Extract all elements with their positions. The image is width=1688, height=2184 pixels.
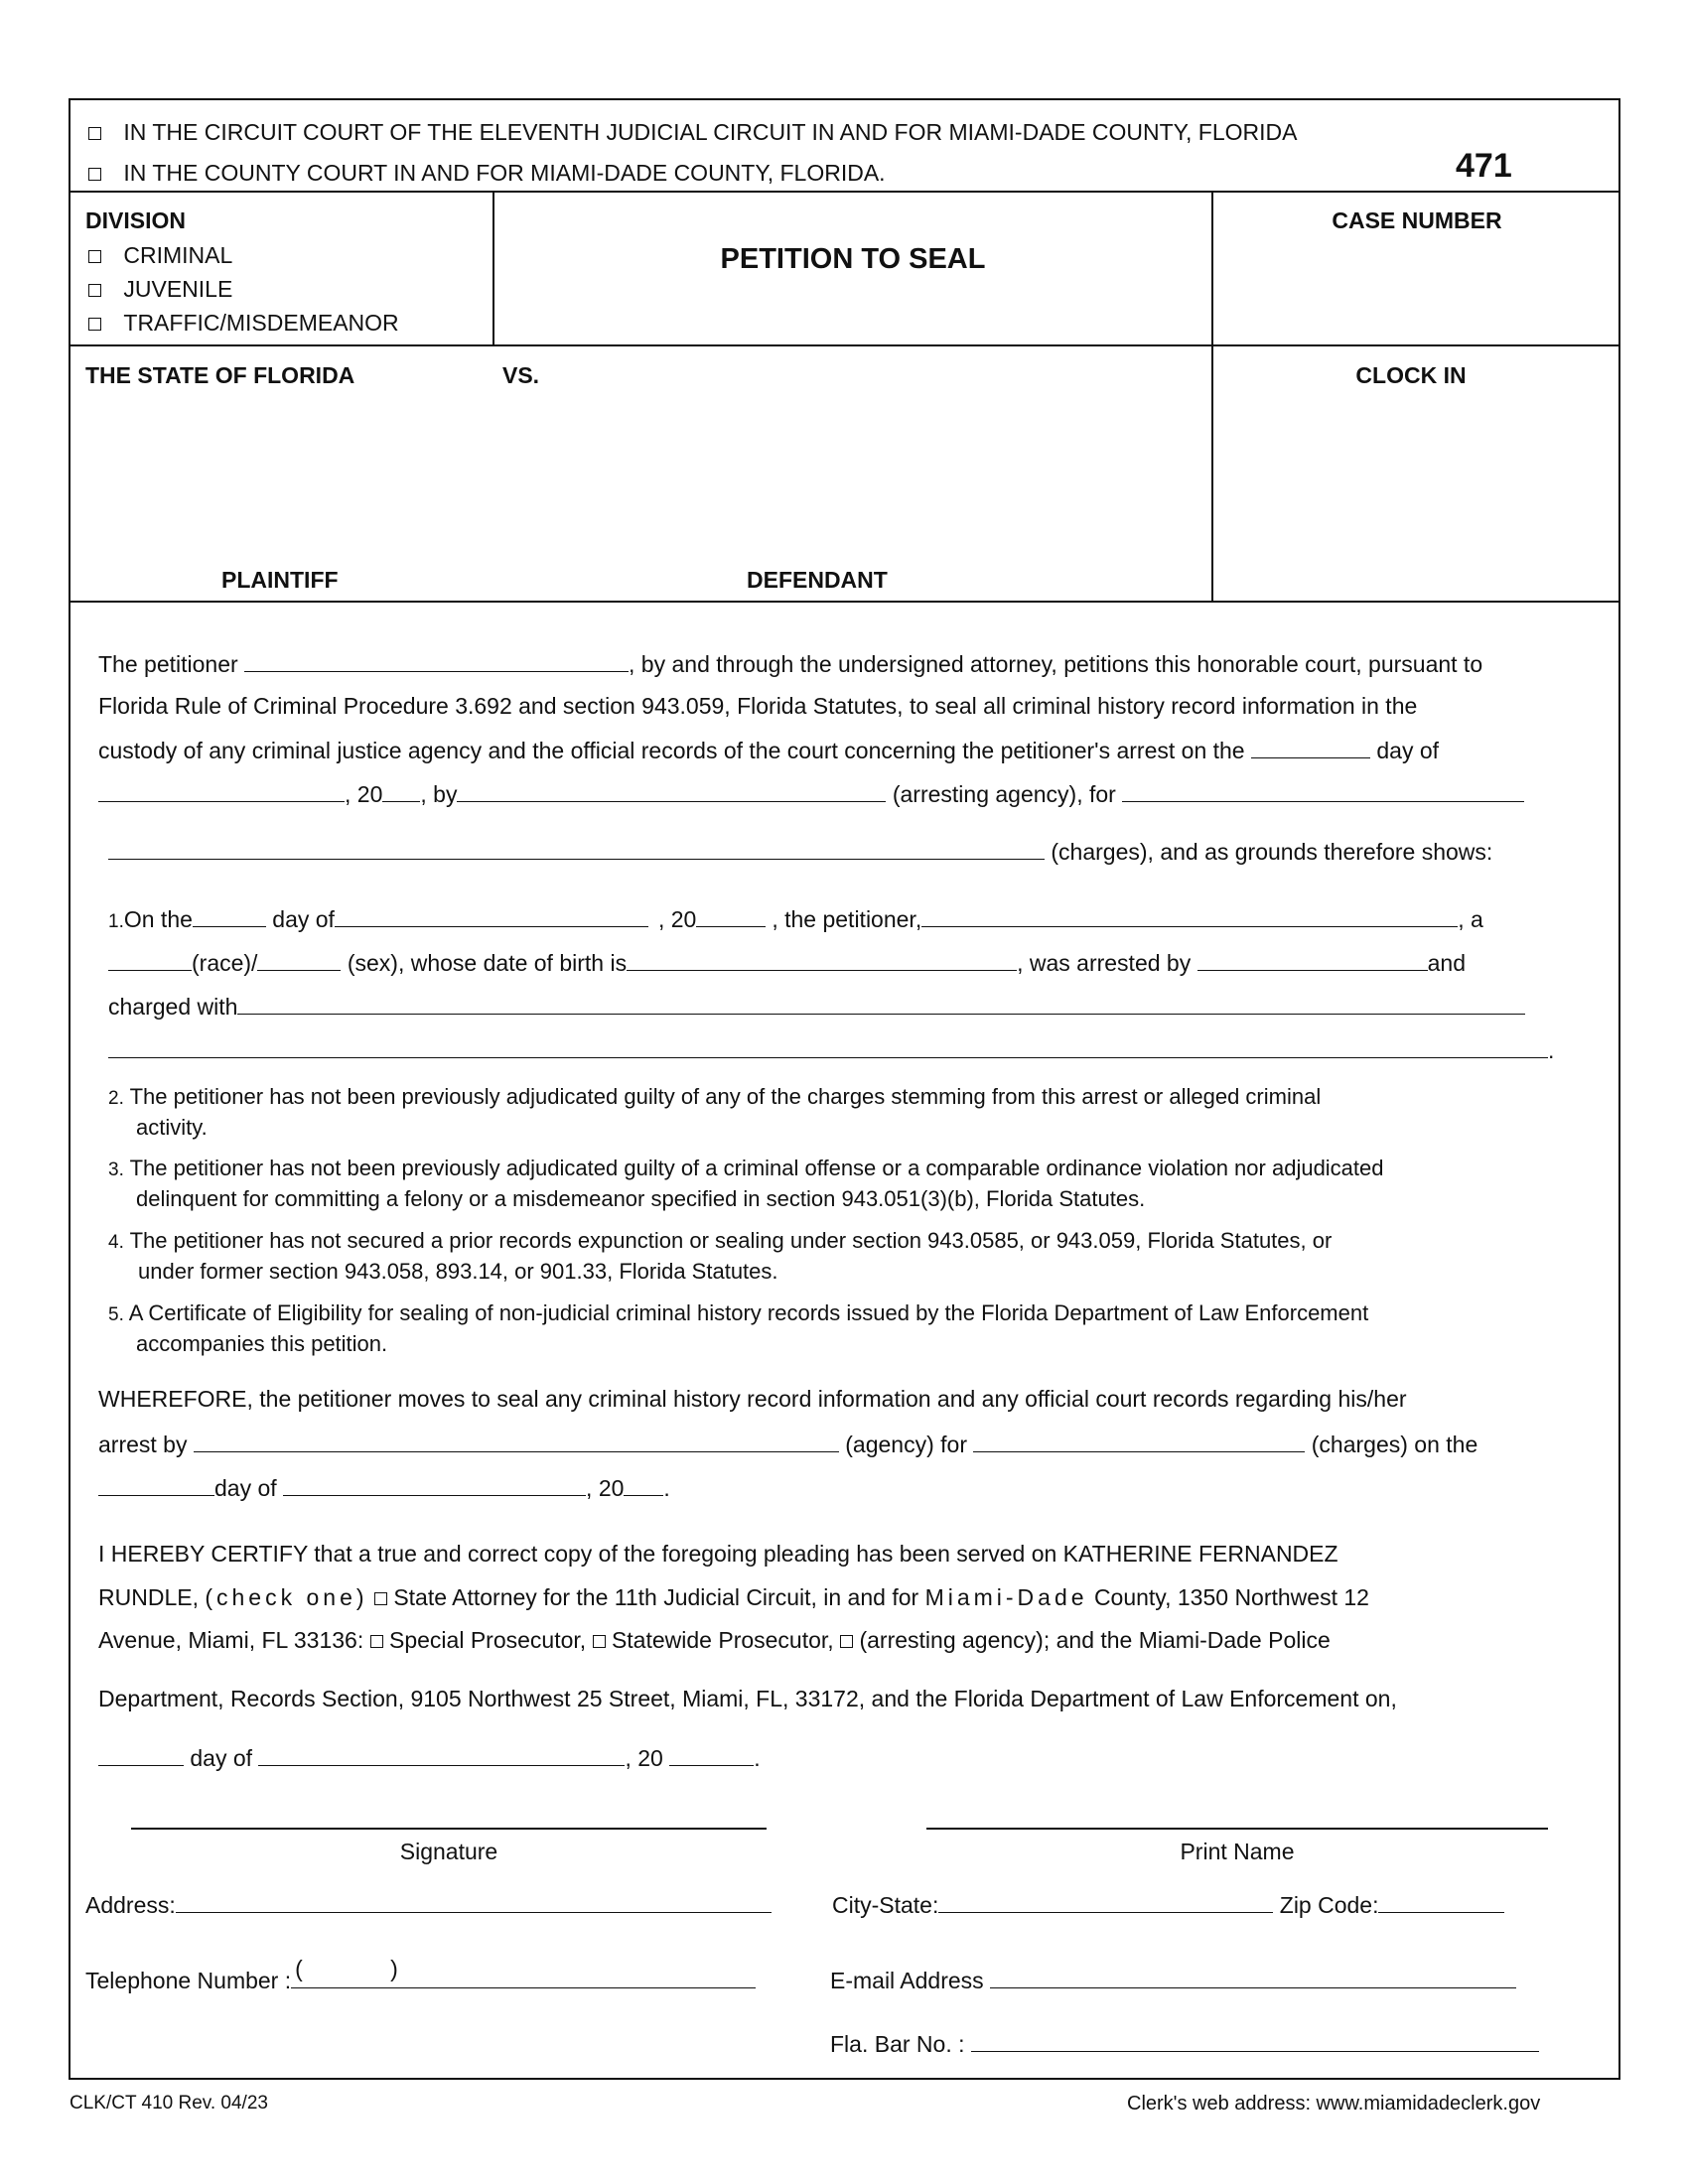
- circuit-court-checkbox[interactable]: [88, 127, 101, 140]
- item-text: The petitioner has not been previously adjudicated guilty of a criminal offense or a comparable ordinance violation nor adjudicated: [129, 1156, 1384, 1180]
- city-state-field[interactable]: [938, 1890, 1273, 1913]
- court-option-county-label: IN THE COUNTY COURT IN AND FOR MIAMI-DADE COUNTY, FLORIDA.: [123, 160, 886, 186]
- parties-row-divider: [70, 601, 1618, 603]
- wherefore-line-3: [98, 1473, 1598, 1502]
- dob-field[interactable]: [627, 948, 1017, 971]
- court-option-circuit-label: IN THE CIRCUIT COURT OF THE ELEVENTH JUDICIAL CIRCUIT IN AND FOR MIAMI-DADE COUNTY, FLORIDA: [123, 119, 1298, 145]
- item1-month-field[interactable]: [335, 904, 648, 927]
- text: Statewide Prosecutor,: [611, 1627, 834, 1653]
- text: day of: [214, 1475, 277, 1501]
- telephone-label: Telephone Number :: [85, 1968, 292, 1993]
- petition-form: [69, 98, 1620, 2080]
- sex-field[interactable]: [257, 948, 341, 971]
- text: County, 1350 Northwest 12: [1093, 1584, 1369, 1610]
- city-zip-row: [832, 1890, 1607, 1919]
- email-row: [830, 1966, 1605, 1994]
- text: .: [754, 1745, 761, 1771]
- text: , 20: [586, 1475, 625, 1501]
- text: .: [663, 1475, 670, 1501]
- plaintiff-label: PLAINTIFF: [221, 567, 339, 593]
- address-label: Address:: [85, 1892, 176, 1918]
- traffic-checkbox[interactable]: [88, 318, 101, 331]
- item-number: 2.: [108, 1088, 124, 1109]
- text: , by: [420, 781, 458, 807]
- clock-in-label: CLOCK IN: [1355, 362, 1467, 388]
- petition-line-1: [98, 649, 1598, 678]
- arresting-agency-checkbox[interactable]: [840, 1635, 853, 1648]
- petition-line-4: [98, 779, 1598, 808]
- text: (check one): [205, 1584, 368, 1610]
- signature-line[interactable]: [131, 1828, 767, 1830]
- text: , 20: [345, 781, 383, 807]
- certify-line-3: [98, 1627, 1598, 1654]
- item-4: [108, 1226, 1598, 1286]
- text: , a: [1458, 906, 1483, 932]
- text: charged with: [108, 994, 238, 1020]
- division-option-traffic: [88, 309, 399, 337]
- case-number-label: CASE NUMBER: [1332, 207, 1502, 233]
- print-name-line[interactable]: [926, 1828, 1548, 1830]
- arrest-day-field[interactable]: [1251, 736, 1370, 758]
- bar-number-label: Fla. Bar No. :: [830, 2031, 965, 2057]
- criminal-checkbox[interactable]: [88, 250, 101, 263]
- text: State Attorney for the 11th Judicial Circuit, in and for: [393, 1584, 919, 1610]
- arrest-month-field[interactable]: [98, 779, 345, 802]
- court-option-county: [88, 159, 886, 187]
- item1-petitioner-field[interactable]: [921, 904, 1458, 927]
- charges-field[interactable]: [108, 837, 1045, 860]
- item-number: 4.: [108, 1232, 124, 1253]
- state-of-florida: THE STATE OF FLORIDA: [85, 362, 355, 388]
- item1-year-field[interactable]: [696, 904, 766, 927]
- division-row-divider: [70, 344, 1618, 346]
- text: Special Prosecutor,: [389, 1627, 587, 1653]
- text: The petitioner: [98, 651, 238, 677]
- arrest-year-field[interactable]: [382, 779, 420, 802]
- text: , 20: [625, 1745, 663, 1771]
- for-field[interactable]: [1122, 779, 1524, 802]
- text: (charges) on the: [1311, 1432, 1478, 1457]
- petition-line-5: [108, 837, 1608, 866]
- text: (charges), and as grounds therefore shows:: [1051, 839, 1493, 865]
- text: day of: [1376, 738, 1440, 763]
- phone-paren-open: (: [295, 1956, 303, 1981]
- wherefore-line-2: [98, 1430, 1598, 1458]
- right-column-divider: [1211, 191, 1213, 601]
- wherefore-year-field[interactable]: [624, 1473, 663, 1496]
- text: (agency) for: [845, 1432, 967, 1457]
- certify-line-2: [98, 1584, 1598, 1611]
- certify-year-field[interactable]: [669, 1743, 754, 1766]
- wherefore-charges-field[interactable]: [973, 1430, 1305, 1452]
- defendant-label: DEFENDANT: [747, 567, 888, 593]
- item-1-line-2: [108, 948, 1608, 977]
- text: custody of any criminal justice agency and the official records of the court concerning the petitioner's arrest on the: [98, 738, 1245, 763]
- form-title: PETITION TO SEAL: [720, 243, 986, 275]
- item-text-cont: accompanies this petition.: [136, 1331, 388, 1356]
- bar-number-field[interactable]: [971, 2029, 1539, 2052]
- text: (sex), whose date of birth is: [347, 950, 628, 976]
- telephone-field[interactable]: [291, 1956, 756, 1988]
- charged-with-field[interactable]: [237, 992, 1525, 1015]
- text: (arresting agency); and the Miami-Dade Police: [859, 1627, 1331, 1653]
- special-prosecutor-checkbox[interactable]: [370, 1635, 383, 1648]
- item-text: The petitioner has not secured a prior records expunction or sealing under section 943.0585, or 943.059, Florida Statutes, or: [129, 1228, 1333, 1253]
- wherefore-month-field[interactable]: [283, 1473, 586, 1496]
- division-label: DIVISION: [85, 207, 186, 233]
- text: RUNDLE,: [98, 1584, 199, 1610]
- zip-field[interactable]: [1378, 1890, 1504, 1913]
- header-divider: [70, 191, 1618, 193]
- county-court-checkbox[interactable]: [88, 168, 101, 181]
- text: (arresting agency), for: [892, 781, 1116, 807]
- certify-line-4: Department, Records Section, 9105 Northwest 25 Street, Miami, FL, 33172, and the Florida Department of Law Enforcement on,: [98, 1686, 1397, 1711]
- arrested-by-field[interactable]: [1197, 948, 1428, 971]
- item-number: 3.: [108, 1160, 124, 1180]
- certify-month-field[interactable]: [258, 1743, 625, 1766]
- text: day of: [190, 1745, 253, 1771]
- wherefore-line-1: WHEREFORE, the petitioner moves to seal any criminal history record information and any official court records regarding his/her: [98, 1386, 1407, 1412]
- item-1-line-4: [108, 1035, 1608, 1064]
- text: , was arrested by: [1017, 950, 1192, 976]
- text: On the: [123, 906, 193, 932]
- text: and: [1427, 950, 1466, 976]
- wherefore-agency-field[interactable]: [194, 1430, 839, 1452]
- text: , 20: [657, 906, 697, 932]
- division-option-juvenile: [88, 275, 232, 303]
- clerk-web-address: Clerk's web address: www.miamidadeclerk.gov: [1127, 2093, 1541, 2115]
- item-number: 5.: [108, 1304, 124, 1325]
- phone-paren-close: ): [390, 1956, 398, 1981]
- text: , by and through the undersigned attorney, petitions this honorable court, pursuant to: [629, 651, 1483, 677]
- division-option-criminal-label: CRIMINAL: [123, 242, 233, 268]
- print-name-label: Print Name: [1180, 1839, 1295, 1864]
- city-state-label: City-State:: [832, 1892, 939, 1918]
- charged-with-field-2[interactable]: [108, 1035, 1548, 1058]
- item-1-line-3: [108, 992, 1608, 1021]
- certify-line-1: I HEREBY CERTIFY that a true and correct copy of the foregoing pleading has been served on KATHERINE FERNANDEZ: [98, 1541, 1338, 1567]
- race-field[interactable]: [108, 948, 192, 971]
- item-text-cont: delinquent for committing a felony or a misdemeanor specified in section 943.051(3)(b), Florida Statutes.: [136, 1186, 1146, 1211]
- division-option-criminal: [88, 241, 232, 269]
- form-number: 471: [1456, 147, 1512, 185]
- item1-day-field[interactable]: [193, 904, 266, 927]
- item-text-cont: under former section 943.058, 893.14, or 901.33, Florida Statutes.: [138, 1259, 778, 1284]
- item-3: [108, 1154, 1598, 1213]
- arresting-agency-field[interactable]: [457, 779, 886, 802]
- statewide-prosecutor-checkbox[interactable]: [593, 1635, 606, 1648]
- division-option-juvenile-label: JUVENILE: [123, 276, 233, 302]
- item-2: [108, 1082, 1598, 1142]
- email-label: E-mail Address: [830, 1968, 984, 1993]
- text: Avenue, Miami, FL 33136:: [98, 1627, 364, 1653]
- form-id: CLK/CT 410 Rev. 04/23: [70, 2093, 268, 2114]
- item-text-cont: activity.: [136, 1115, 208, 1140]
- court-option-circuit: [88, 118, 1297, 146]
- address-field[interactable]: [176, 1890, 772, 1913]
- certify-day-field[interactable]: [98, 1743, 184, 1766]
- text: .: [1548, 1037, 1555, 1063]
- text: (race)/: [192, 950, 258, 976]
- item-text: The petitioner has not been previously adjudicated guilty of any of the charges stemming from this arrest or alleged criminal: [129, 1084, 1322, 1109]
- juvenile-checkbox[interactable]: [88, 284, 101, 297]
- certify-line-5: [98, 1743, 1598, 1772]
- state-attorney-checkbox[interactable]: [374, 1592, 387, 1605]
- division-option-traffic-label: TRAFFIC/MISDEMEANOR: [123, 310, 399, 336]
- item-number: 1.: [108, 911, 124, 932]
- text: arrest by: [98, 1432, 188, 1457]
- text: day of: [272, 906, 335, 932]
- item-5: [108, 1298, 1598, 1358]
- email-field[interactable]: [990, 1966, 1516, 1988]
- vs-label: VS.: [502, 362, 540, 388]
- item-text: A Certificate of Eligibility for sealing of non-judicial criminal history records issued by the Florida Department of Law Enforcement: [128, 1300, 1369, 1325]
- bar-number-row: [830, 2029, 1605, 2058]
- zip-label: Zip Code:: [1279, 1892, 1379, 1918]
- wherefore-day-field[interactable]: [98, 1473, 214, 1496]
- signature-label: Signature: [399, 1839, 498, 1864]
- petition-line-2: Florida Rule of Criminal Procedure 3.692 and section 943.059, Florida Statutes, to seal all criminal history record information in the: [98, 693, 1418, 719]
- petitioner-name-field[interactable]: [244, 649, 629, 672]
- text: Miami-Dade: [924, 1584, 1088, 1610]
- text: , the petitioner,: [772, 906, 922, 932]
- petition-line-3: [98, 736, 1598, 764]
- item-1-line-1: [108, 904, 1608, 933]
